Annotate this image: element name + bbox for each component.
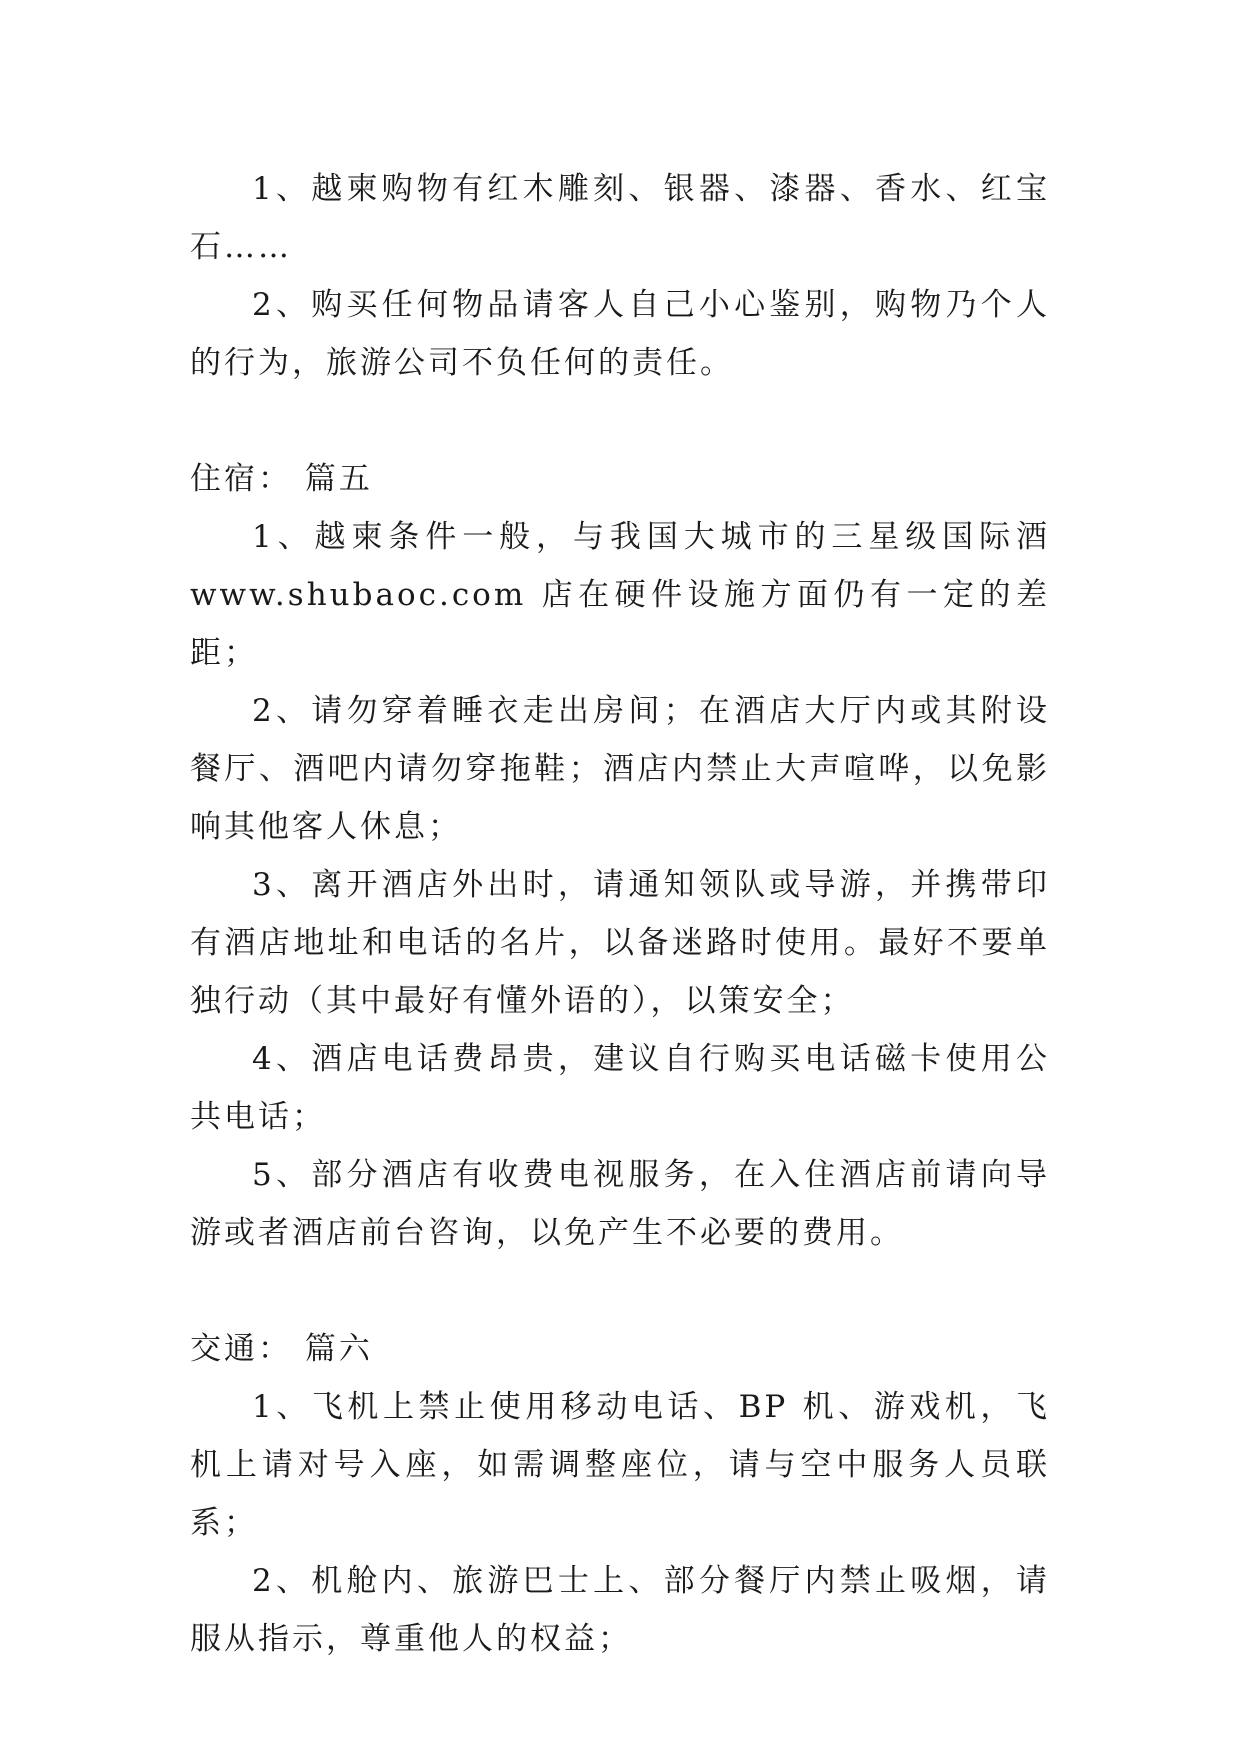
- lodging-item-4: 4、酒店电话费昂贵，建议自行购买电话磁卡使用公共电话；: [190, 1041, 1050, 1135]
- transport-item-2: 2、机舱内、旅游巴士上、部分餐厅内禁止吸烟，请服从指示，尊重他人的权益；: [190, 1563, 1050, 1657]
- shopping-item-2: 2、购买任何物品请客人自己小心鉴别，购物乃个人的行为，旅游公司不负任何的责任。: [190, 287, 1050, 381]
- section-heading-lodging: 住宿： 篇五: [190, 461, 373, 497]
- lodging-item-3: 3、离开酒店外出时，请通知领队或导游，并携带印有酒店地址和电话的名片，以备迷路时使用。最好不要单独行动（其中最好有懂外语的），以策安全；: [190, 867, 1050, 1019]
- shopping-item-1: 1、越柬购物有红木雕刻、银器、漆器、香水、红宝石……: [190, 171, 1050, 265]
- section-gap: [190, 392, 1050, 450]
- section-gap: [190, 1262, 1050, 1320]
- lodging-item-2: 2、请勿穿着睡衣走出房间；在酒店大厅内或其附设餐厅、酒吧内请勿穿拖鞋；酒店内禁止大声喧哗，以免影响其他客人休息；: [190, 693, 1050, 845]
- lodging-item-1: 1、越柬条件一般，与我国大城市的三星级国际酒www.shubaoc.com 店在硬件设施方面仍有一定的差距；: [190, 519, 1050, 671]
- transport-item-1: 1、飞机上禁止使用移动电话、BP 机、游戏机，飞机上请对号入座，如需调整座位，请与空中服务人员联系；: [190, 1389, 1050, 1541]
- lodging-item-5: 5、部分酒店有收费电视服务，在入住酒店前请向导游或者酒店前台咨询，以免产生不必要的费用。: [190, 1157, 1050, 1251]
- section-heading-transport: 交通： 篇六: [190, 1331, 373, 1367]
- document-page: [190, 160, 1050, 1668]
